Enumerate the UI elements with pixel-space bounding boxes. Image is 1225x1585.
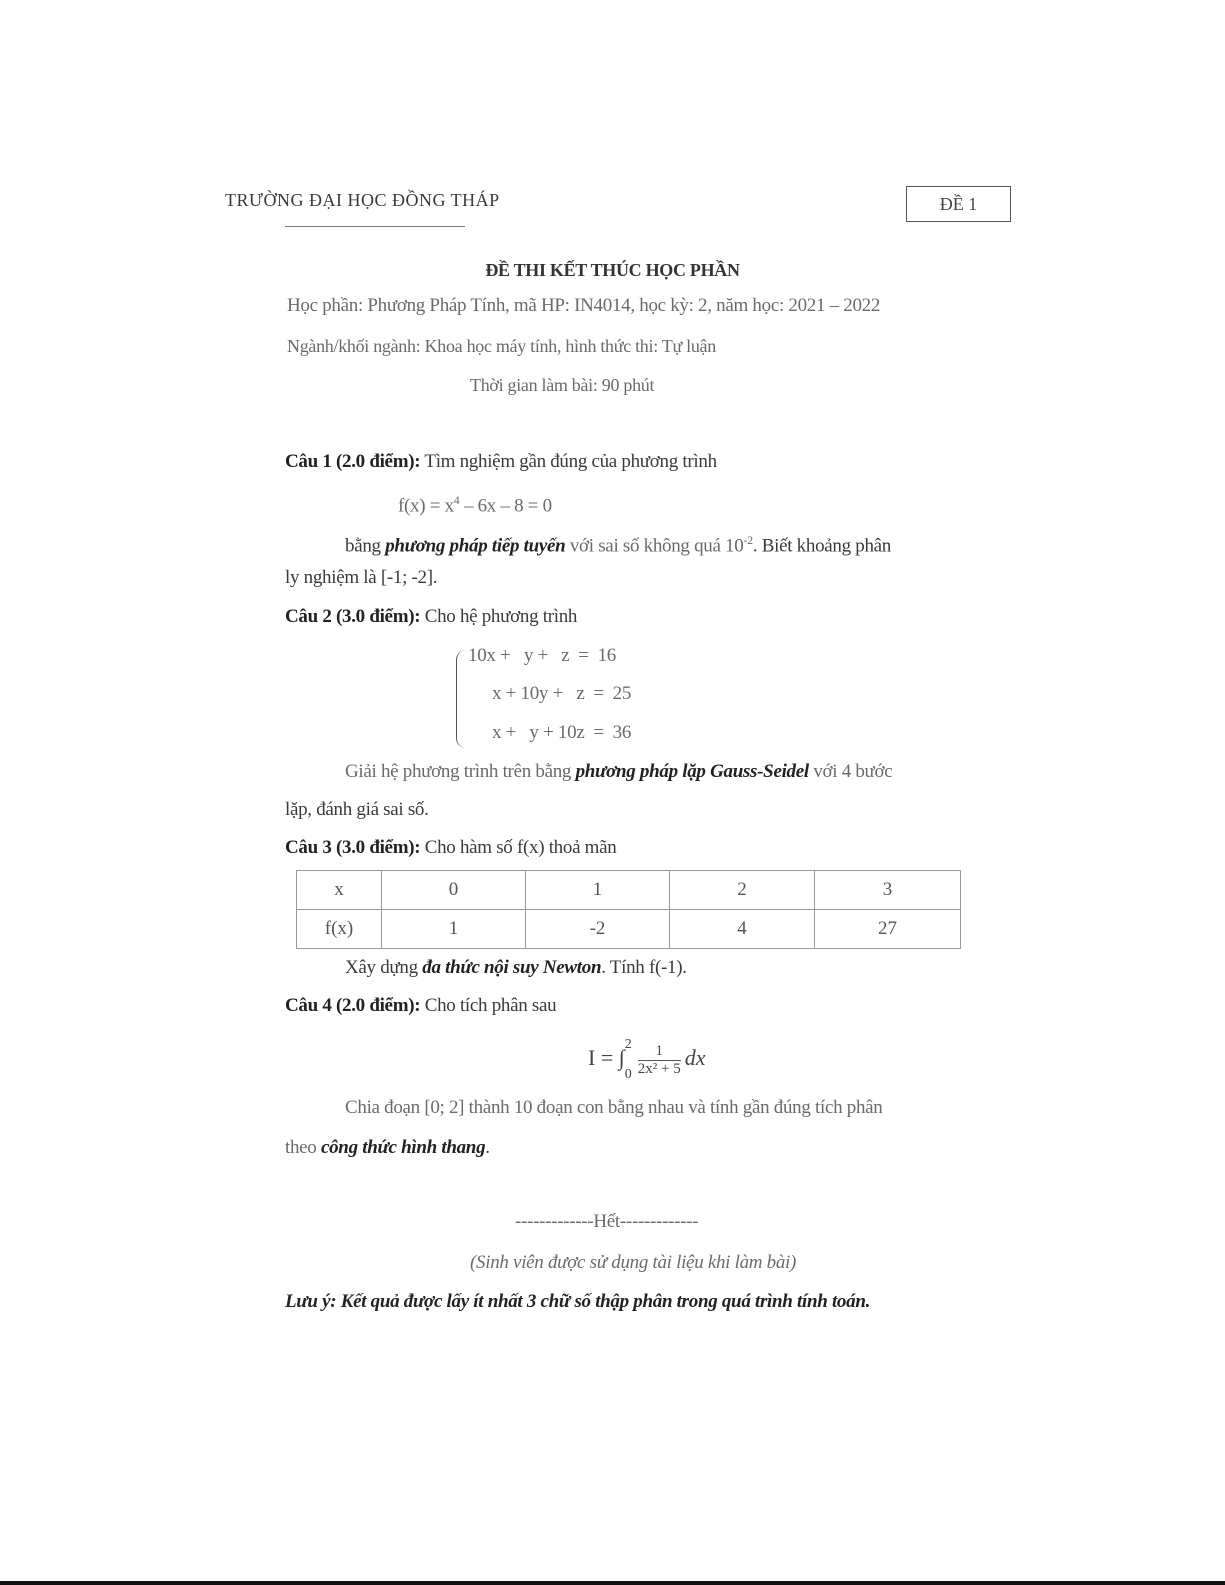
- q3-text: Cho hàm số f(x) thoả mãn: [420, 837, 617, 858]
- lower-limit: 0: [624, 1067, 632, 1082]
- q1-line4: ly nghiệm là [-1; -2].: [285, 567, 438, 588]
- text: Xây dựng: [345, 957, 423, 978]
- materials-note: (Sinh viên được sử dụng tài liệu khi làm bài): [470, 1252, 797, 1273]
- table-cell: 0: [382, 871, 526, 910]
- text: Giải hệ phương trình trên bằng: [345, 761, 576, 782]
- dx: dx: [684, 1045, 706, 1071]
- q2-text: Cho hệ phương trình: [420, 606, 578, 627]
- exponent: -2: [743, 533, 753, 547]
- brace: [456, 650, 467, 748]
- exam-code-box: ĐỀ 1: [906, 186, 1011, 222]
- scan-edge: [0, 1581, 1225, 1585]
- integral-formula: [588, 1030, 706, 1090]
- value-table: [296, 870, 961, 949]
- table-cell: 3: [815, 871, 961, 910]
- table-cell: 1: [382, 910, 526, 949]
- exam-title: ĐỀ THI KẾT THÚC HỌC PHẦN: [485, 260, 740, 280]
- q2-line2: lặp, đánh giá sai số.: [285, 799, 429, 820]
- method: phương pháp tiếp tuyến: [385, 535, 566, 557]
- remark: Lưu ý: Kết quả được lấy ít nhất 3 chữ số thập phân trong quá trình tính toán.: [285, 1291, 871, 1312]
- q4-label: Câu 4 (2.0 điểm):: [285, 995, 421, 1016]
- table-cell: -2: [526, 910, 670, 949]
- text: theo: [285, 1137, 321, 1158]
- fraction: [638, 1043, 681, 1078]
- course-info: Học phần: Phương Pháp Tính, mã HP: IN4014, học kỳ: 2, năm học: 2021 – 2022: [287, 295, 881, 316]
- question-1-heading: [285, 450, 717, 474]
- system-eq-3: x + y + 10z = 36: [492, 722, 632, 743]
- integral-sign: I = ∫: [588, 1045, 625, 1071]
- q1-text: Tìm nghiệm gần đúng của phương trình: [420, 451, 717, 472]
- end-marker: -------------Hết-------------: [515, 1211, 699, 1232]
- table-cell: 1: [526, 871, 670, 910]
- text: với sai số không quá 10: [565, 535, 744, 557]
- q2-line1: [345, 760, 892, 784]
- method: đa thức nội suy Newton: [422, 957, 602, 978]
- table-cell: 2: [670, 871, 815, 910]
- q4-line2: [285, 1136, 490, 1160]
- text: . Biết khoảng phân: [752, 535, 891, 557]
- question-3-heading: [285, 836, 616, 860]
- numerator: 1: [638, 1043, 681, 1061]
- q3-line1: [345, 956, 687, 980]
- eq-rhs: – 6x – 8 = 0: [459, 495, 552, 517]
- method: công thức hình thang: [320, 1137, 486, 1158]
- q2-label: Câu 2 (3.0 điểm):: [285, 606, 421, 627]
- table-cell: 4: [670, 910, 815, 949]
- major-info: Ngành/khối ngành: Khoa học máy tính, hình thức thi: Tự luận: [287, 336, 716, 356]
- q3-label: Câu 3 (3.0 điểm):: [285, 837, 421, 858]
- eq-exp: 4: [453, 493, 460, 507]
- time-info: Thời gian làm bài: 90 phút: [470, 375, 655, 395]
- table-row: [297, 910, 961, 949]
- text: .: [485, 1137, 490, 1158]
- question-4-heading: [285, 994, 556, 1018]
- q4-text: Cho tích phân sau: [420, 995, 557, 1016]
- upper-limit: 2: [624, 1037, 632, 1052]
- q1-label: Câu 1 (2.0 điểm):: [285, 451, 421, 472]
- system-eq-1: 10x + y + z = 16: [468, 645, 616, 666]
- table-row: [297, 871, 961, 910]
- table-cell: 27: [815, 910, 961, 949]
- school-name: TRƯỜNG ĐẠI HỌC ĐỒNG THÁP: [225, 190, 500, 210]
- q1-line3: [345, 528, 891, 558]
- system-eq-2: x + 10y + z = 25: [492, 683, 632, 704]
- denominator: 2x² + 5: [637, 1060, 681, 1077]
- text: . Tính f(-1).: [601, 957, 687, 978]
- table-cell: x: [297, 871, 382, 910]
- q4-line1: Chia đoạn [0; 2] thành 10 đoạn con bằng nhau và tính gần đúng tích phân: [345, 1097, 883, 1118]
- q1-equation: [398, 488, 552, 518]
- text: với 4 bước: [808, 761, 893, 782]
- method: phương pháp lặp Gauss-Seidel: [575, 761, 809, 782]
- question-2-heading: [285, 605, 577, 629]
- table-cell: f(x): [297, 910, 382, 949]
- school-underline: [285, 226, 465, 227]
- eq-lhs: f(x) = x: [398, 495, 454, 517]
- text: bằng: [345, 535, 386, 557]
